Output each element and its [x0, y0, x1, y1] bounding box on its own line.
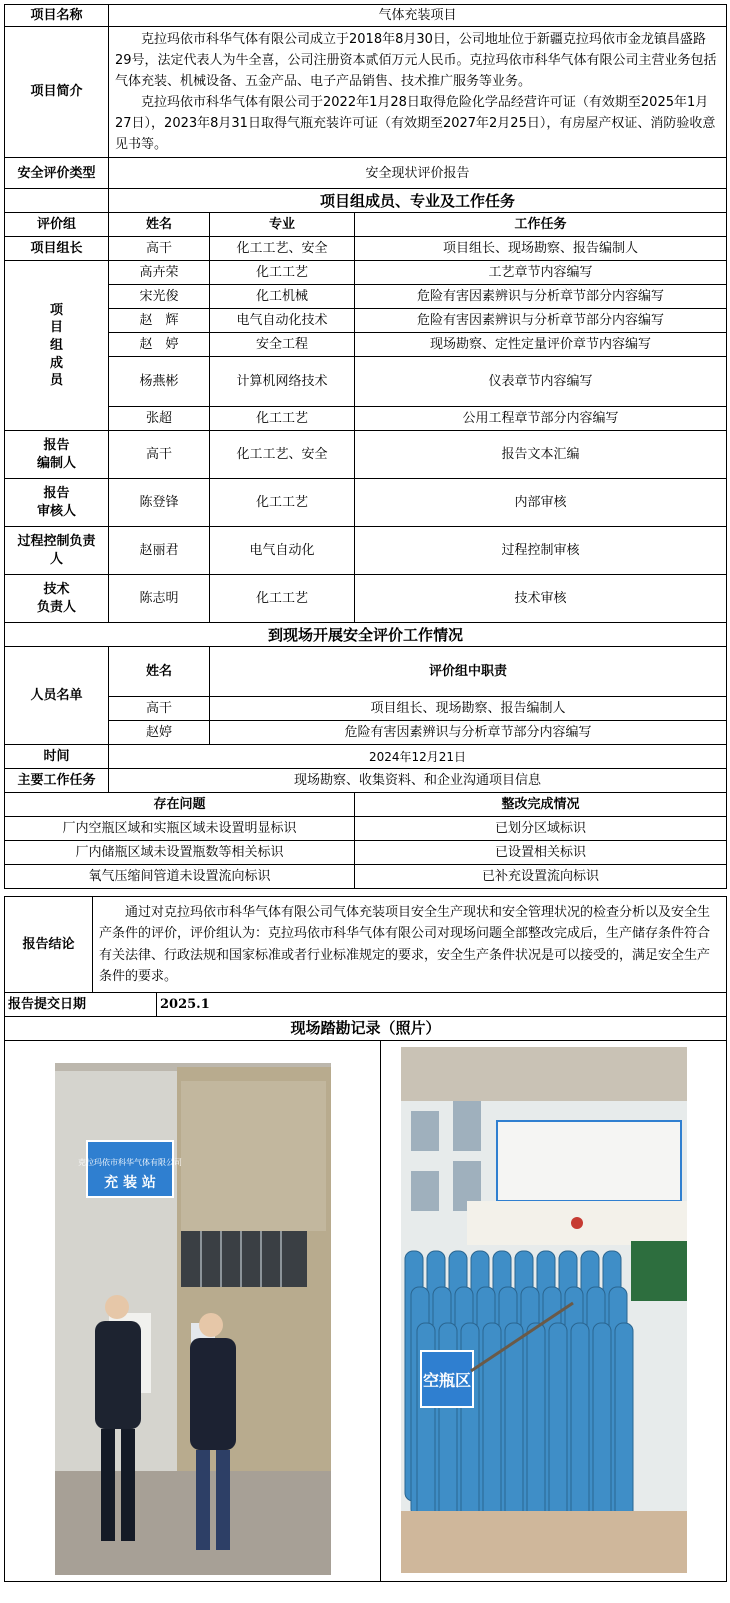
role-label [5, 431, 109, 479]
gas-cylinder [527, 1323, 545, 1533]
site-header-row [5, 647, 727, 697]
project-intro-text [109, 27, 727, 158]
member-major: 化工工艺 [210, 407, 355, 431]
personnel-label: 人员名单 [5, 647, 109, 745]
issue-problem: 厂内储瓶区域未设置瓶数等相关标识 [5, 841, 355, 865]
time-value: 2024年12月21日 [109, 745, 727, 769]
photos-section-row [5, 1017, 727, 1041]
members-group-label [5, 261, 109, 431]
site-person-duty: 项目组长、现场勘察、报告编制人 [210, 697, 727, 721]
member-name: 宋光俊 [109, 285, 210, 309]
issues-header-row [5, 793, 727, 817]
photos-section-title: 现场踏勘记录（照片） [5, 1017, 727, 1041]
issue-fix: 已补充设置流向标识 [355, 865, 727, 889]
project-name-row [5, 5, 727, 27]
issue-problem: 厂内空瓶区域和实瓶区域未设置明显标识 [5, 817, 355, 841]
role-label [5, 479, 109, 527]
site-person-row [5, 697, 727, 721]
photo-cell-left [5, 1041, 381, 1582]
project-intro-row [5, 27, 727, 158]
team-section-title: 项目组成员、专业及工作任务 [109, 189, 727, 213]
intro-paragraph: 克拉玛依市科华气体有限公司于2022年1月28日取得危险化学品经营许可证（有效期至2025年1月27日），2023年8月31日取得气瓶充装许可证（有效期至2027年2月25日），有房屋产权证、消防验收意见书等。 [115, 95, 716, 153]
issue-fix: 已划分区域标识 [355, 817, 727, 841]
members-label: 项 目 组 成 员 [49, 302, 63, 389]
role-name: 陈登锋 [109, 479, 210, 527]
member-name: 杨燕彬 [109, 357, 210, 407]
photos-row [5, 1041, 727, 1582]
tasks-row [5, 769, 727, 793]
conclusion-text: 通过对克拉玛依市科华气体有限公司气体充装项目安全生产现状和安全管理状况的检查分析以及安全生产条件的评价，评价组认为：克拉玛依市科华气体有限公司对现场问题全部整改完成后，生产储存条件符合有关法律、行政法规和国家标准或者行业标准规定的要求，安全生产条件状况是可以接受的，满足安全生产条件的要求。 [99, 905, 711, 984]
member-row [5, 261, 727, 285]
member-major: 电气自动化技术 [210, 309, 355, 333]
tasks-value: 现场勘察、收集资料、和企业沟通项目信息 [109, 769, 727, 793]
site-person-row [5, 721, 727, 745]
role-name: 陈志明 [109, 575, 210, 623]
issues-header-problem: 存在问题 [5, 793, 355, 817]
project-name-label: 项目名称 [5, 5, 109, 27]
site-header-duty: 评价组中职责 [210, 647, 727, 697]
site-person-duty: 危险有害因素辨识与分析章节部分内容编写 [210, 721, 727, 745]
role-label-line: 技术 [43, 582, 70, 598]
role-major: 化工工艺、安全 [210, 431, 355, 479]
site-person-name: 高干 [109, 697, 210, 721]
member-name: 赵 辉 [109, 309, 210, 333]
role-label-line: 负责人 [36, 599, 76, 615]
tasks-label: 主要工作任务 [5, 769, 109, 793]
member-task: 现场勘察、定性定量评价章节内容编写 [355, 333, 727, 357]
site-header-name: 姓名 [109, 647, 210, 697]
role-major: 电气自动化 [210, 527, 355, 575]
role-label-line: 报告 [43, 486, 70, 502]
role-major: 化工工艺 [210, 575, 355, 623]
role-label-line: 编制人 [36, 455, 76, 471]
eval-type-label: 安全评价类型 [5, 158, 109, 189]
issue-row [5, 841, 727, 865]
gas-cylinder [549, 1323, 567, 1533]
gas-cylinder [615, 1323, 633, 1533]
conclusion-row [5, 897, 727, 993]
team-header-row [5, 213, 727, 237]
role-label-line: 人 [49, 551, 63, 567]
site-person-name: 赵婷 [109, 721, 210, 745]
green-wall [631, 1241, 687, 1301]
time-label: 时间 [5, 745, 109, 769]
header-task: 工作任务 [355, 213, 727, 237]
gas-cylinder [571, 1323, 589, 1533]
role-label-line: 报告 [43, 438, 70, 454]
station-sign-line2: 充 装 站 [104, 1175, 156, 1191]
role-row [5, 431, 727, 479]
role-label [5, 527, 109, 575]
member-row [5, 309, 727, 333]
issue-row [5, 865, 727, 889]
member-major: 安全工程 [210, 333, 355, 357]
photo-empty-cylinder-area [381, 1041, 727, 1581]
member-name: 赵 婷 [109, 333, 210, 357]
issue-problem: 氧气压缩间管道未设置流向标识 [5, 865, 355, 889]
submit-label: 报告提交日期 [5, 993, 157, 1017]
project-intro-label: 项目简介 [5, 27, 109, 158]
role-label-line: 过程控制负责 [17, 534, 96, 550]
member-major: 化工机械 [210, 285, 355, 309]
intro-paragraph: 克拉玛依市科华气体有限公司成立于2018年8月30日，公司地址位于新疆克拉玛依市金龙镇昌盛路29号，法定代表人为牛全喜，公司注册资本贰佰万元人民币。克拉玛依市科华气体有限公司主营业务包括气体充装、机械设备、五金产品、电子产品销售、技术推广服务等业务。 [115, 32, 717, 90]
blank-cell [5, 189, 109, 213]
gas-cylinder [505, 1323, 523, 1533]
header-name: 姓名 [109, 213, 210, 237]
time-row [5, 745, 727, 769]
leader-label: 项目组长 [5, 237, 109, 261]
team-section-row [5, 189, 727, 213]
member-row [5, 333, 727, 357]
project-name-value: 气体充装项目 [109, 5, 727, 27]
role-task: 报告文本汇编 [355, 431, 727, 479]
conclusion-table [4, 896, 727, 1017]
member-row [5, 285, 727, 309]
leader-row [5, 237, 727, 261]
header-major: 专业 [210, 213, 355, 237]
role-row [5, 527, 727, 575]
photo-cell-right [381, 1041, 727, 1582]
member-major: 化工工艺 [210, 261, 355, 285]
member-name: 张超 [109, 407, 210, 431]
conclusion-text-cell [93, 897, 727, 993]
site-section-row [5, 623, 727, 647]
empty-cylinder-sign-text: 空瓶区 [422, 1371, 472, 1390]
role-task: 过程控制审核 [355, 527, 727, 575]
station-sign-line1: 克拉玛依市科华气体有限公司 [78, 1158, 182, 1167]
conclusion-label: 报告结论 [5, 897, 93, 993]
role-task: 技术审核 [355, 575, 727, 623]
member-row [5, 357, 727, 407]
member-task: 仪表章节内容编写 [355, 357, 727, 407]
role-name: 赵丽君 [109, 527, 210, 575]
submit-row [5, 993, 727, 1017]
eval-type-row [5, 158, 727, 189]
role-label-line: 审核人 [36, 503, 76, 519]
member-task: 危险有害因素辨识与分析章节部分内容编写 [355, 309, 727, 333]
member-task: 公用工程章节部分内容编写 [355, 407, 727, 431]
photos-table [4, 1016, 727, 1582]
role-task: 内部审核 [355, 479, 727, 527]
member-major: 计算机网络技术 [210, 357, 355, 407]
issues-header-fix: 整改完成情况 [355, 793, 727, 817]
role-name: 高干 [109, 431, 210, 479]
site-section-title: 到现场开展安全评价工作情况 [5, 623, 727, 647]
eval-type-value: 安全现状评价报告 [109, 158, 727, 189]
member-name: 高卉荣 [109, 261, 210, 285]
role-label [5, 575, 109, 623]
member-task: 工艺章节内容编写 [355, 261, 727, 285]
role-row [5, 575, 727, 623]
gas-cylinder [593, 1323, 611, 1533]
header-group: 评价组 [5, 213, 109, 237]
main-info-table [4, 4, 727, 889]
submit-value: 2025.1 [157, 993, 727, 1017]
photo-filling-station [5, 1041, 381, 1581]
member-major: 化工工艺、安全 [210, 237, 355, 261]
member-name: 高干 [109, 237, 210, 261]
member-task: 危险有害因素辨识与分析章节部分内容编写 [355, 285, 727, 309]
issue-fix: 已设置相关标识 [355, 841, 727, 865]
member-task: 项目组长、现场勘察、报告编制人 [355, 237, 727, 261]
member-row [5, 407, 727, 431]
issue-row [5, 817, 727, 841]
role-row [5, 479, 727, 527]
role-major: 化工工艺 [210, 479, 355, 527]
